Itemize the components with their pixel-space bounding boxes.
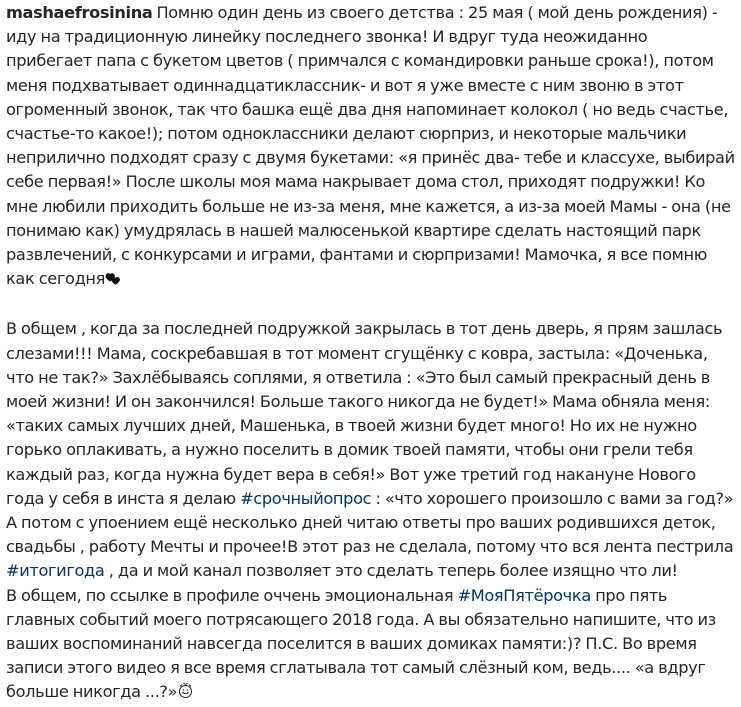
hashtag-link-moyapyatyorochka[interactable]: #МояПятёрочка xyxy=(457,585,591,605)
hashtag-link-srochnyiopros[interactable]: #срочныйопрос xyxy=(240,488,372,508)
caption-text: : «что хорошего произошло с вами за год?» А потом с упоением ещё несколько дней читаю ответы про ваших родившихся деток, свадьбы , работу Мечты и прочее!В этот раз не сделала, потому что вся лента пестрила xyxy=(6,488,734,557)
caption-text: В общем , когда за последней подружкой закрылась в тот день дверь, я прям зашлась слезами!!! Мама, соскребавшая в тот момент сгущёнку с ковра, застыла: «Доченька, что не так?» Захлёбываясь соплями, я ответила : «Это был самый прекрасный день в моей жизни! И он закончился! Больше такого никогда не будет!» Мама обняла меня: «таких самых лучших дней, Машенька, в твоей жизни будет много! Но их не нужно горько оплакивать, а нужно поселить в домик твоей памяти, чтобы они грели тебя каждый раз, когда нужна будет вера в себя!» Вот уже третий год накануне Нового года у себя в инста я делаю xyxy=(6,319,723,508)
caption-text: , да и мой канал позволяет это сделать теперь более изящно что ли! xyxy=(104,561,678,581)
caption-paragraph-3 xyxy=(6,584,737,707)
hashtag-link-itogigoda[interactable]: #итогигода xyxy=(6,561,105,581)
caption-text: Помню один день из своего детства : 25 мая ( мой день рождения) - иду на традиционную линейку последнего звонка! И вдруг туда неожиданно прибегает папа с букетом цветов ( примчался с командировки раньше срока!), потом меня подхватывает одиннадцатиклассник- и вот я уже вместе с ним звоню в этот огроменный звонок, так что башка ещё два дня напоминает колокол ( но ведь счастье, счастье-то какое!); потом одноклассники делают сюрприз, и некоторые мальчики неприлично подходят сразу с двумя букетами: «я принёс два- тебе и классухе, выбирай себе первая!» После школы моя мама накрывает дома стол, приходят подружки! Ко мне любили приходить больше не из-за меня, мне кажется, а из-за моей Мамы - она (не понимаю как) умудрялась в нашей малюсенькой квартире сделать настоящий парк развлечений, с конкурсами и играми, фантами и сюрпризами! Мамочка, я все помню как сегодня xyxy=(6,3,735,289)
caption-paragraph-1 xyxy=(6,1,737,293)
caption-text: про пять главных событий моего потрясающего 2018 года. А вы обязательно напишите, что из ваших воспоминаний навсегда поселится в ваших домиках памяти:)? П.С. Во время записи этого видео я все время сглатывала тот самый слёзный ком, ведь.... «а вдруг больше никогда ...?» xyxy=(6,585,716,702)
two-hearts-icon xyxy=(105,269,122,293)
alarm-clock-icon xyxy=(177,682,194,706)
username-link[interactable]: mashaefrosinina xyxy=(6,3,153,22)
caption-paragraph-2 xyxy=(6,317,737,583)
caption-text: В общем, по ссылке в профиле оччень эмоциональная xyxy=(6,585,458,605)
